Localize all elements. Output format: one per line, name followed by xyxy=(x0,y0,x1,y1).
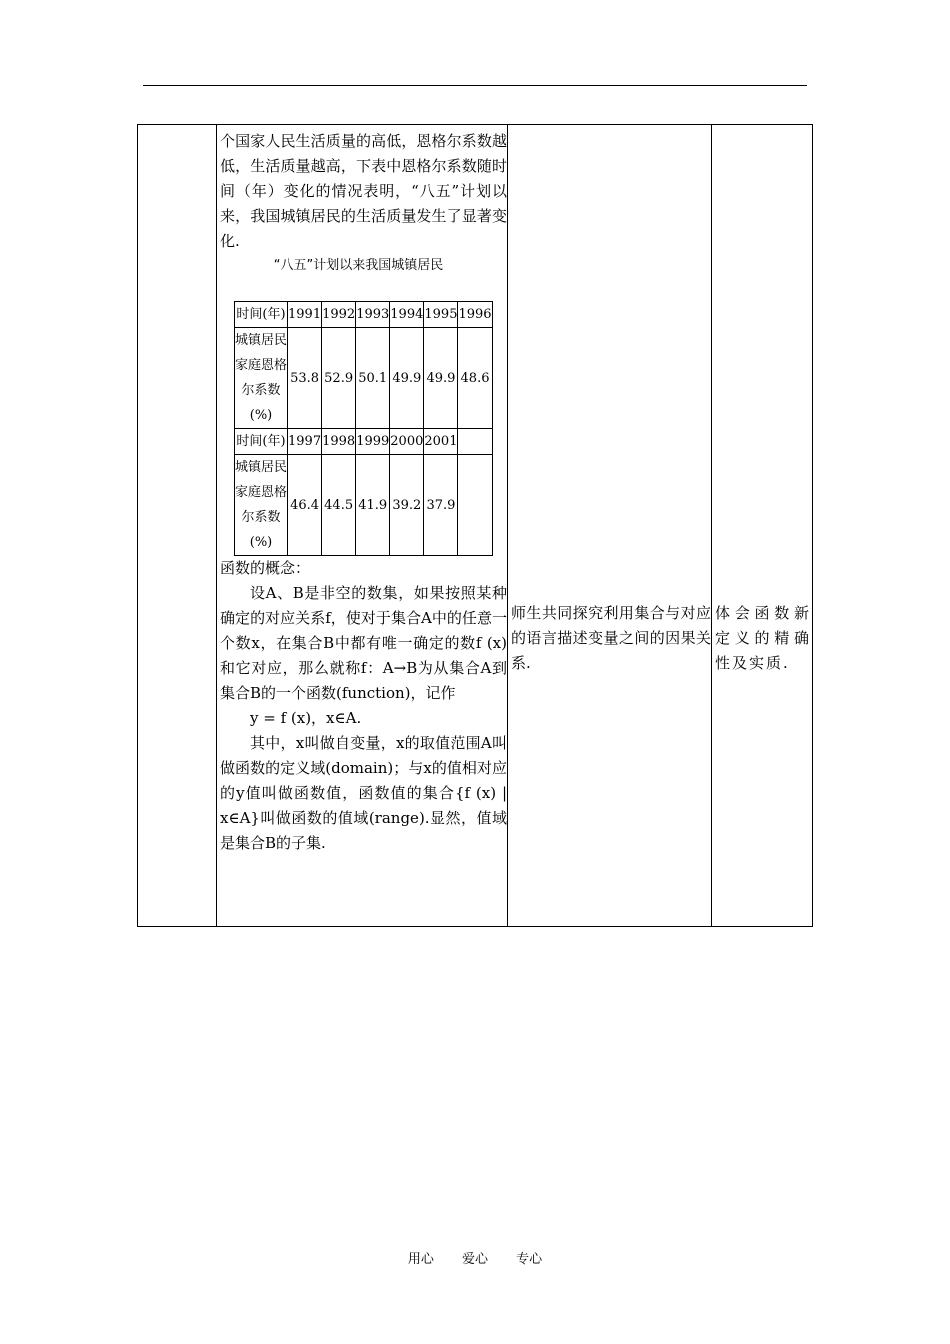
intro-paragraph: 个国家人民生活质量的高低，恩格尔系数越低，生活质量越高，下表中恩格尔系数随时间（年）变化的情况表明，“八五”计划以来，我国城镇居民的生活质量发生了显著变化. xyxy=(220,132,507,250)
column-divider xyxy=(507,125,508,926)
column-divider xyxy=(216,125,217,926)
lesson-table xyxy=(137,124,813,927)
domain-range-paragraph: 其中，x叫做自变量，x的取值范围A叫做函数的定义域(domain)；与x的值相对应的y值叫做函数值，函数值的集合{f (x) | x∈A}叫做函数的值域(range).显然，值域是集合B的子集. xyxy=(220,734,507,852)
year-cell: 1994 xyxy=(390,302,424,328)
year-cell: 1991 xyxy=(288,302,322,328)
page-footer xyxy=(0,1248,950,1267)
column-divider xyxy=(711,125,712,926)
empty-cell xyxy=(458,429,492,455)
footer-word: 用心 xyxy=(407,1252,434,1267)
value-label: 城镇居民家庭恩格尔系数(%) xyxy=(235,328,288,429)
definition-paragraph: 设A、B是非空的数集，如果按照某种确定的对应关系f，使对于集合A中的任意一个数x，在集合B中都有唯一确定的数f (x)和它对应，那么就称f：A→B为从集合A到集合B的一个函数(function)，记作 xyxy=(220,584,507,702)
value-cell: 39.2 xyxy=(390,455,424,556)
year-cell: 1997 xyxy=(288,429,322,455)
value-cell: 53.8 xyxy=(288,328,322,429)
value-cell: 46.4 xyxy=(288,455,322,556)
header-rule xyxy=(143,85,807,86)
value-cell: 37.9 xyxy=(424,455,458,556)
value-cell: 50.1 xyxy=(356,328,390,429)
content-column xyxy=(220,129,507,856)
table-caption: “八五”计划以来我国城镇居民 xyxy=(273,258,444,273)
function-formula: y = f (x)，x∈A. xyxy=(250,709,362,727)
value-label: 城镇居民家庭恩格尔系数(%) xyxy=(235,455,288,556)
year-cell: 1999 xyxy=(356,429,390,455)
teacher-activity: 师生共同探究利用集合与对应的语言描述变量之间的因果关系. xyxy=(511,604,711,672)
time-label: 时间(年) xyxy=(235,429,288,455)
value-cell: 44.5 xyxy=(322,455,356,556)
value-cell: 49.9 xyxy=(390,328,424,429)
empty-cell xyxy=(458,455,492,556)
year-cell: 1993 xyxy=(356,302,390,328)
value-cell: 41.9 xyxy=(356,455,390,556)
concept-heading: 函数的概念： xyxy=(220,559,311,577)
year-cell: 1996 xyxy=(458,302,492,328)
year-cell: 1998 xyxy=(322,429,356,455)
value-cell: 52.9 xyxy=(322,328,356,429)
year-cell: 2001 xyxy=(424,429,458,455)
footer-word: 专心 xyxy=(516,1252,543,1267)
time-label: 时间(年) xyxy=(235,302,288,328)
value-cell: 48.6 xyxy=(458,328,492,429)
year-cell: 1995 xyxy=(424,302,458,328)
value-cell: 49.9 xyxy=(424,328,458,429)
footer-word: 爱心 xyxy=(461,1252,488,1267)
design-intent: 体会函数新定义的精确性及实质. xyxy=(715,604,811,672)
year-cell: 1992 xyxy=(322,302,356,328)
year-cell: 2000 xyxy=(390,429,424,455)
engel-coefficient-table xyxy=(234,301,493,556)
